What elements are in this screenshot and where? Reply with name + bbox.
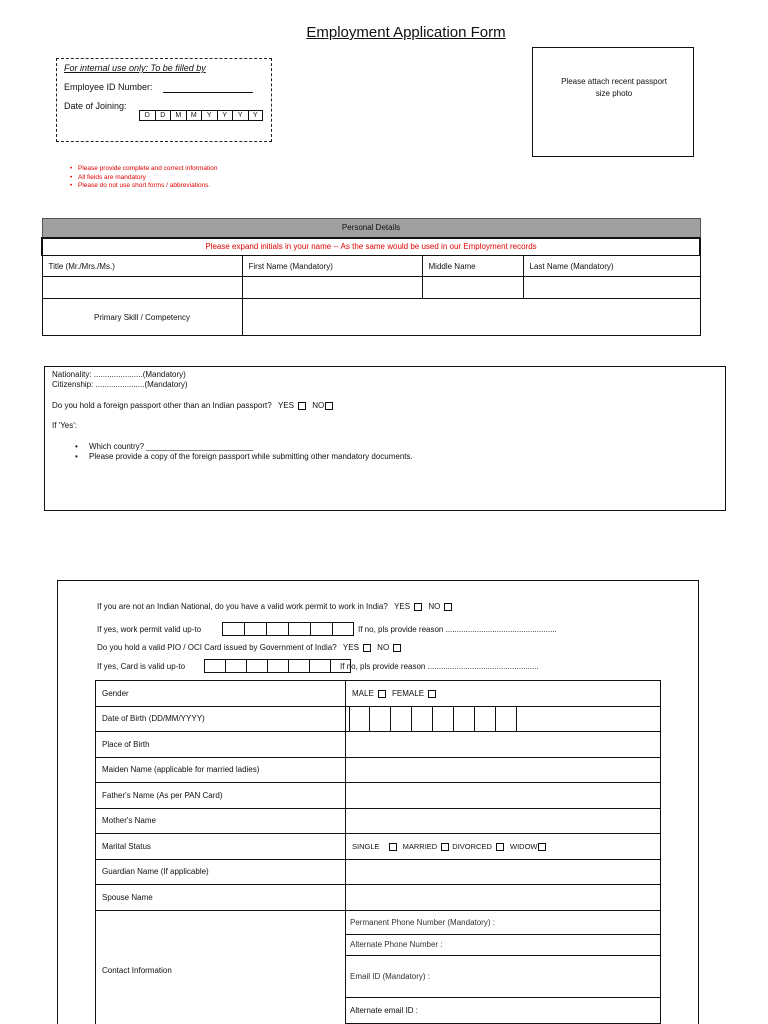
date-cell[interactable] bbox=[267, 659, 288, 673]
personal-details-header: Personal Details bbox=[42, 219, 700, 238]
widow-checkbox[interactable] bbox=[538, 843, 546, 851]
work-permit-question-text: If you are not an Indian National, do you have a valid work permit to work in India? bbox=[97, 602, 388, 611]
personal-info-table bbox=[95, 680, 661, 1024]
maiden-name-input[interactable] bbox=[346, 757, 661, 783]
spouse-name-input[interactable] bbox=[346, 885, 661, 911]
citizenship-line: Citizenship: ......................(Mandatory) bbox=[52, 380, 188, 389]
passport-no-checkbox[interactable] bbox=[325, 402, 333, 410]
which-country-line: Which country? ________________________ bbox=[89, 442, 254, 451]
female-label: FEMALE bbox=[392, 688, 425, 698]
single-label: SINGLE bbox=[352, 841, 380, 851]
no-label: NO bbox=[428, 602, 441, 611]
place-of-birth-label: Place of Birth bbox=[96, 732, 346, 758]
date-cell[interactable] bbox=[309, 659, 330, 673]
yes-label: YES bbox=[277, 401, 294, 410]
dob-cell[interactable] bbox=[496, 707, 517, 731]
date-cell[interactable] bbox=[266, 622, 288, 636]
instruction-item: • All fields are mandatory bbox=[70, 174, 217, 183]
date-cell[interactable] bbox=[204, 659, 225, 673]
fathers-name-input[interactable] bbox=[346, 783, 661, 809]
married-checkbox[interactable] bbox=[441, 843, 449, 851]
permit-reason-line: If no, pls provide reason .................................................. bbox=[358, 625, 557, 634]
instruction-item: • Please provide complete and correct information bbox=[70, 165, 217, 174]
dob-label: Date of Birth (DD/MM/YYYY) bbox=[96, 706, 346, 732]
dob-cell[interactable] bbox=[412, 707, 433, 731]
internal-use-heading: For internal use only: To be filled by bbox=[64, 63, 206, 73]
permit-valid-label: If yes, work permit valid up-to bbox=[97, 625, 202, 634]
spouse-name-label: Spouse Name bbox=[96, 885, 346, 911]
date-cell[interactable] bbox=[288, 622, 310, 636]
mothers-name-label: Mother's Name bbox=[96, 808, 346, 834]
divorced-label: DIVORCED bbox=[452, 841, 492, 851]
bullet-dot: • bbox=[75, 452, 78, 461]
dob-cell[interactable] bbox=[391, 707, 412, 731]
alternate-phone-field[interactable] bbox=[346, 935, 660, 956]
date-of-joining-label: Date of Joining: bbox=[64, 101, 127, 111]
dob-field[interactable] bbox=[346, 706, 661, 732]
no-label: NO bbox=[312, 401, 325, 410]
passport-yes-checkbox[interactable] bbox=[298, 402, 306, 410]
date-cell[interactable] bbox=[310, 622, 332, 636]
contact-information-fields bbox=[346, 910, 661, 1024]
date-cell[interactable] bbox=[225, 659, 246, 673]
dob-cell[interactable] bbox=[454, 707, 475, 731]
male-checkbox[interactable] bbox=[378, 690, 386, 698]
widow-label: WIDOW bbox=[509, 841, 538, 851]
single-checkbox[interactable] bbox=[389, 843, 397, 851]
doj-cell[interactable]: Y bbox=[248, 110, 264, 121]
marital-status-options bbox=[346, 834, 661, 860]
female-checkbox[interactable] bbox=[428, 690, 436, 698]
foreign-passport-question-text: Do you hold a foreign passport other than an Indian passport? bbox=[52, 401, 272, 410]
date-cell[interactable] bbox=[244, 622, 266, 636]
doj-cell[interactable]: M bbox=[170, 110, 186, 121]
guardian-name-label: Guardian Name (If applicable) bbox=[96, 859, 346, 885]
doj-cell[interactable]: M bbox=[186, 110, 202, 121]
pio-yes-checkbox[interactable] bbox=[363, 644, 371, 652]
instruction-item: • Please do not use short forms / abbreviations. bbox=[70, 182, 217, 191]
date-cell[interactable] bbox=[222, 622, 244, 636]
married-label: MARRIED bbox=[402, 841, 438, 851]
date-of-joining-field[interactable] bbox=[139, 110, 263, 121]
primary-skill-label: Primary Skill / Competency bbox=[42, 299, 242, 336]
personal-details-table bbox=[41, 218, 701, 336]
permit-valid-date-field[interactable] bbox=[222, 622, 354, 636]
marital-status-label: Marital Status bbox=[96, 834, 346, 860]
doj-cell[interactable]: Y bbox=[217, 110, 233, 121]
primary-skill-input[interactable] bbox=[242, 299, 700, 336]
permanent-phone-field[interactable] bbox=[346, 911, 660, 935]
photo-box[interactable] bbox=[532, 47, 694, 157]
photo-instruction-line: Please attach recent passport bbox=[561, 77, 667, 86]
work-permit-no-checkbox[interactable] bbox=[444, 603, 452, 611]
page-title: Employment Application Form bbox=[306, 24, 506, 41]
expand-initials-note: Please expand initials in your name -- As the same would be used in our Employment records bbox=[42, 238, 700, 256]
work-permit-question bbox=[97, 602, 456, 612]
if-yes-label: If 'Yes': bbox=[52, 421, 77, 430]
bullet-dot: • bbox=[75, 442, 78, 451]
mothers-name-input[interactable] bbox=[346, 808, 661, 834]
pio-no-checkbox[interactable] bbox=[393, 644, 401, 652]
yes-label: YES bbox=[342, 643, 359, 652]
doj-cell[interactable]: Y bbox=[201, 110, 217, 121]
gender-label: Gender bbox=[96, 681, 346, 707]
divorced-checkbox[interactable] bbox=[496, 843, 504, 851]
doj-cell[interactable]: D bbox=[139, 110, 155, 121]
guardian-name-input[interactable] bbox=[346, 859, 661, 885]
maiden-name-label: Maiden Name (applicable for married ladies) bbox=[96, 757, 346, 783]
last-name-column-header: Last Name (Mandatory) bbox=[523, 256, 700, 277]
passport-copy-note: Please provide a copy of the foreign passport while submitting other mandatory documents. bbox=[89, 452, 413, 461]
male-label: MALE bbox=[352, 688, 374, 698]
card-valid-date-field[interactable] bbox=[204, 659, 351, 673]
work-permit-yes-checkbox[interactable] bbox=[414, 603, 422, 611]
date-cell[interactable] bbox=[288, 659, 309, 673]
photo-instructions bbox=[546, 76, 682, 100]
dob-cell[interactable] bbox=[349, 707, 370, 731]
permanent-phone-label: Permanent Phone Number (Mandatory) : bbox=[350, 917, 495, 927]
doj-cell[interactable]: Y bbox=[232, 110, 248, 121]
first-name-input[interactable] bbox=[242, 277, 422, 299]
doj-cell[interactable]: D bbox=[155, 110, 171, 121]
title-column-header: Title (Mr./Mrs./Ms.) bbox=[42, 256, 242, 277]
photo-instruction-line: size photo bbox=[595, 89, 633, 98]
gender-options bbox=[346, 681, 661, 707]
card-valid-label: If yes, Card is valid up-to bbox=[97, 662, 186, 671]
last-name-input[interactable] bbox=[523, 277, 700, 299]
dob-cell[interactable] bbox=[370, 707, 391, 731]
alternate-phone-label: Alternate Phone Number : bbox=[350, 940, 443, 949]
employee-id-field[interactable] bbox=[163, 92, 253, 93]
card-reason-line: If no, pls provide reason .................................................. bbox=[340, 662, 539, 671]
date-cell[interactable] bbox=[246, 659, 267, 673]
pio-card-question bbox=[97, 643, 405, 653]
title-input[interactable] bbox=[42, 277, 242, 299]
employee-id-label: Employee ID Number: bbox=[64, 82, 153, 92]
middle-name-column-header: Middle Name bbox=[422, 256, 523, 277]
pio-card-question-text: Do you hold a valid PIO / OCI Card issued by Government of India? bbox=[97, 643, 337, 652]
contact-information-label: Contact Information bbox=[96, 910, 346, 1024]
email-label: Email ID (Mandatory) : bbox=[350, 971, 431, 981]
yes-label: YES bbox=[394, 602, 411, 611]
no-label: NO bbox=[377, 643, 390, 652]
date-cell[interactable] bbox=[332, 622, 354, 636]
dob-cell[interactable] bbox=[475, 707, 496, 731]
email-field[interactable] bbox=[346, 956, 660, 998]
alternate-email-field[interactable] bbox=[346, 998, 660, 1024]
middle-name-input[interactable] bbox=[422, 277, 523, 299]
first-name-column-header: First Name (Mandatory) bbox=[242, 256, 422, 277]
place-of-birth-input[interactable] bbox=[346, 732, 661, 758]
dob-cell[interactable] bbox=[433, 707, 454, 731]
instructions-list bbox=[70, 165, 217, 191]
fathers-name-label: Father's Name (As per PAN Card) bbox=[96, 783, 346, 809]
alternate-email-label: Alternate email ID : bbox=[350, 1005, 419, 1015]
foreign-passport-question bbox=[52, 401, 337, 411]
nationality-line: Nationality: ......................(Mandatory) bbox=[52, 370, 186, 379]
